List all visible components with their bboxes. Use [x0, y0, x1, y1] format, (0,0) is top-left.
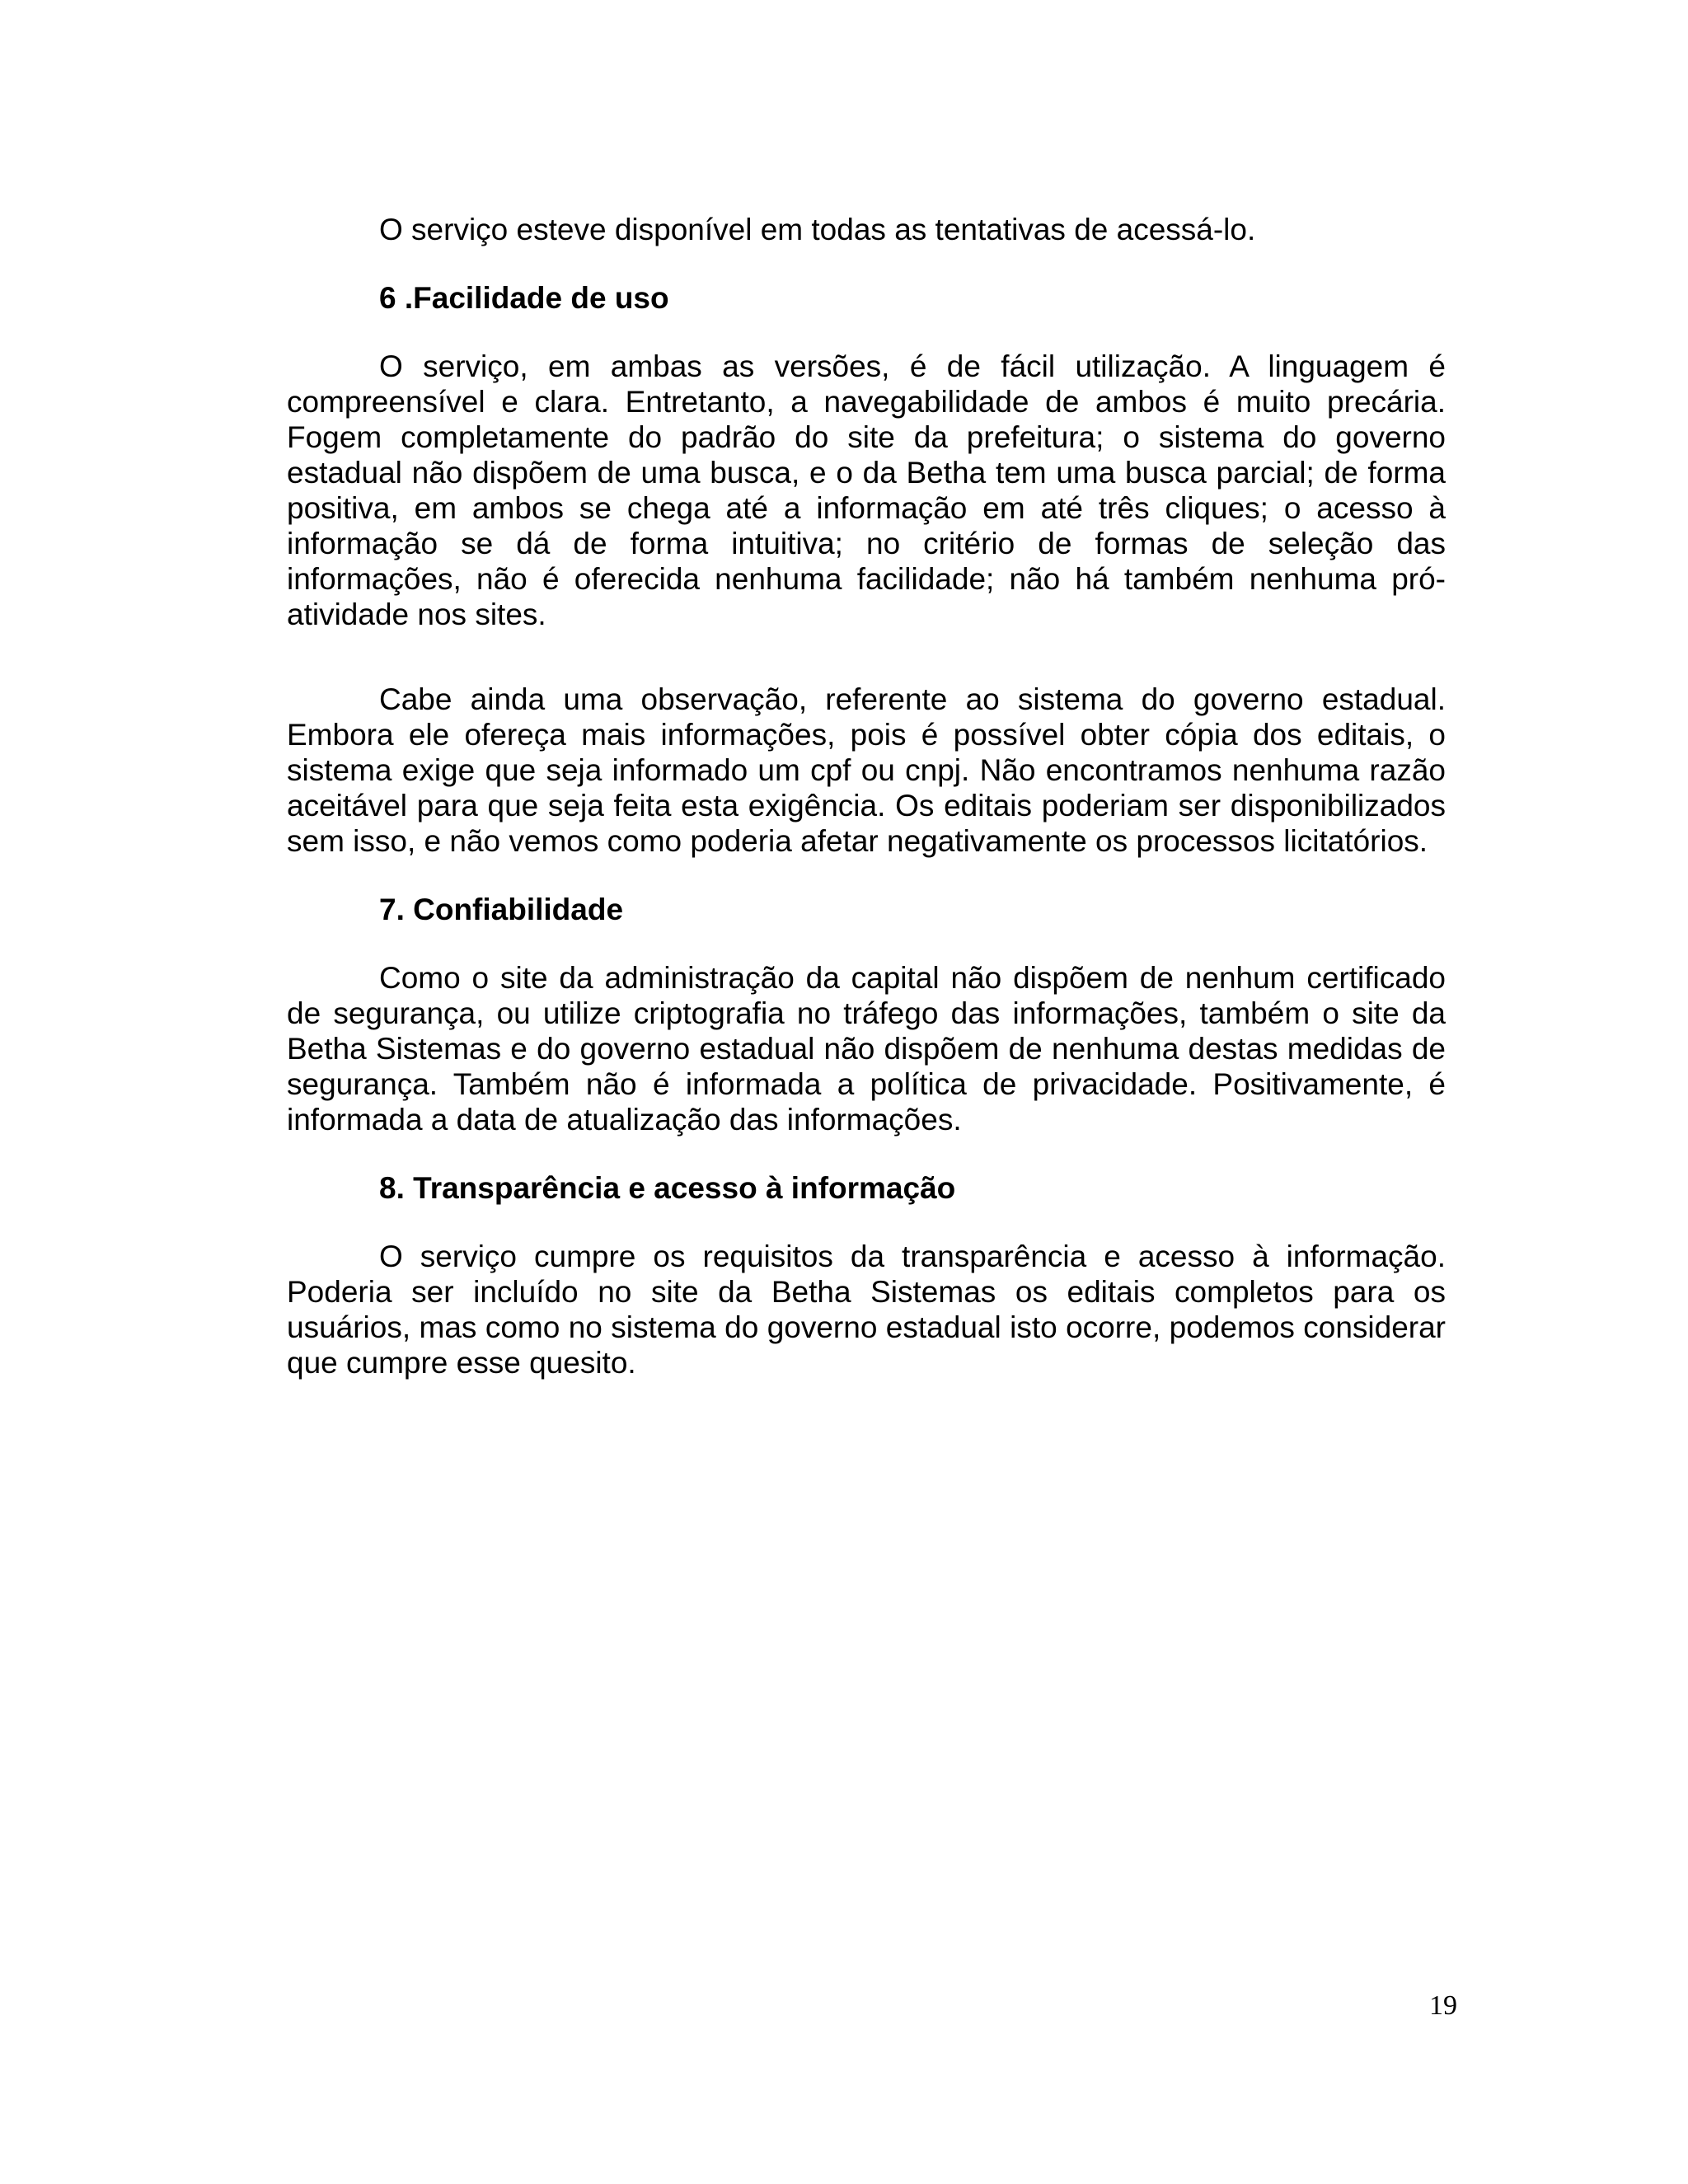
section-heading-facilidade-de-uso: 6 .Facilidade de uso: [379, 281, 669, 315]
spacer: [287, 927, 1446, 960]
paragraph-facilidade-de-uso-2: Cabe ainda uma observação, referente ao sistema do governo estadual. Embora ele ofereça mais informações, pois é possível obter cópia dos editais, o sistema exige que seja informado um cpf ou cnpj. Não encontramos nenhuma razão aceitável para que seja feita esta exigência. Os editais poderiam ser disponibilizados sem isso, e não vemos como poderia afetar negativamente os processos licitatórios.: [287, 682, 1446, 858]
spacer: [287, 1206, 1446, 1239]
page-number: 19: [1429, 1990, 1457, 2021]
spacer: [287, 1137, 1446, 1170]
paragraph-facilidade-de-uso-1: O serviço, em ambas as versões, é de fácil utilização. A linguagem é compreensível e clara. Entretanto, a navegabilidade de ambos é muito precária. Fogem completamente do padrão do site da prefeitura; o sistema do governo estadual não dispõem de uma busca, e o da Betha tem uma busca parcial; de forma positiva, em ambos se chega até a informação em até três cliques; o acesso à informação se dá de forma intuitiva; no critério de formas de seleção das informações, não é oferecida nenhuma facilidade; não há também nenhuma pró-atividade nos sites.: [287, 349, 1446, 631]
spacer: [287, 247, 1446, 280]
paragraph-confiabilidade: Como o site da administração da capital não dispõem de nenhum certificado de segurança, ou utilize criptografia no tráfego das informações, também o site da Betha Sistemas e do governo estadual não dispõem de nenhuma destas medidas de segurança. Também não é informada a política de privacidade. Positivamente, é informada a data de atualização das informações.: [287, 961, 1446, 1137]
section-heading-transparencia: 8. Transparência e acesso à informação: [379, 1171, 956, 1205]
page-content: [287, 212, 1446, 1380]
intro-paragraph: O serviço esteve disponível em todas as tentativas de acessá-lo.: [379, 213, 1256, 246]
section-heading-confiabilidade: 7. Confiabilidade: [379, 893, 624, 926]
spacer: [287, 632, 1446, 682]
paragraph-transparencia: O serviço cumpre os requisitos da transparência e acesso à informação. Poderia ser incluído no site da Betha Sistemas os editais completos para os usuários, mas como no sistema do governo estadual isto ocorre, podemos considerar que cumpre esse quesito.: [287, 1240, 1446, 1380]
spacer: [287, 316, 1446, 349]
spacer: [287, 859, 1446, 892]
